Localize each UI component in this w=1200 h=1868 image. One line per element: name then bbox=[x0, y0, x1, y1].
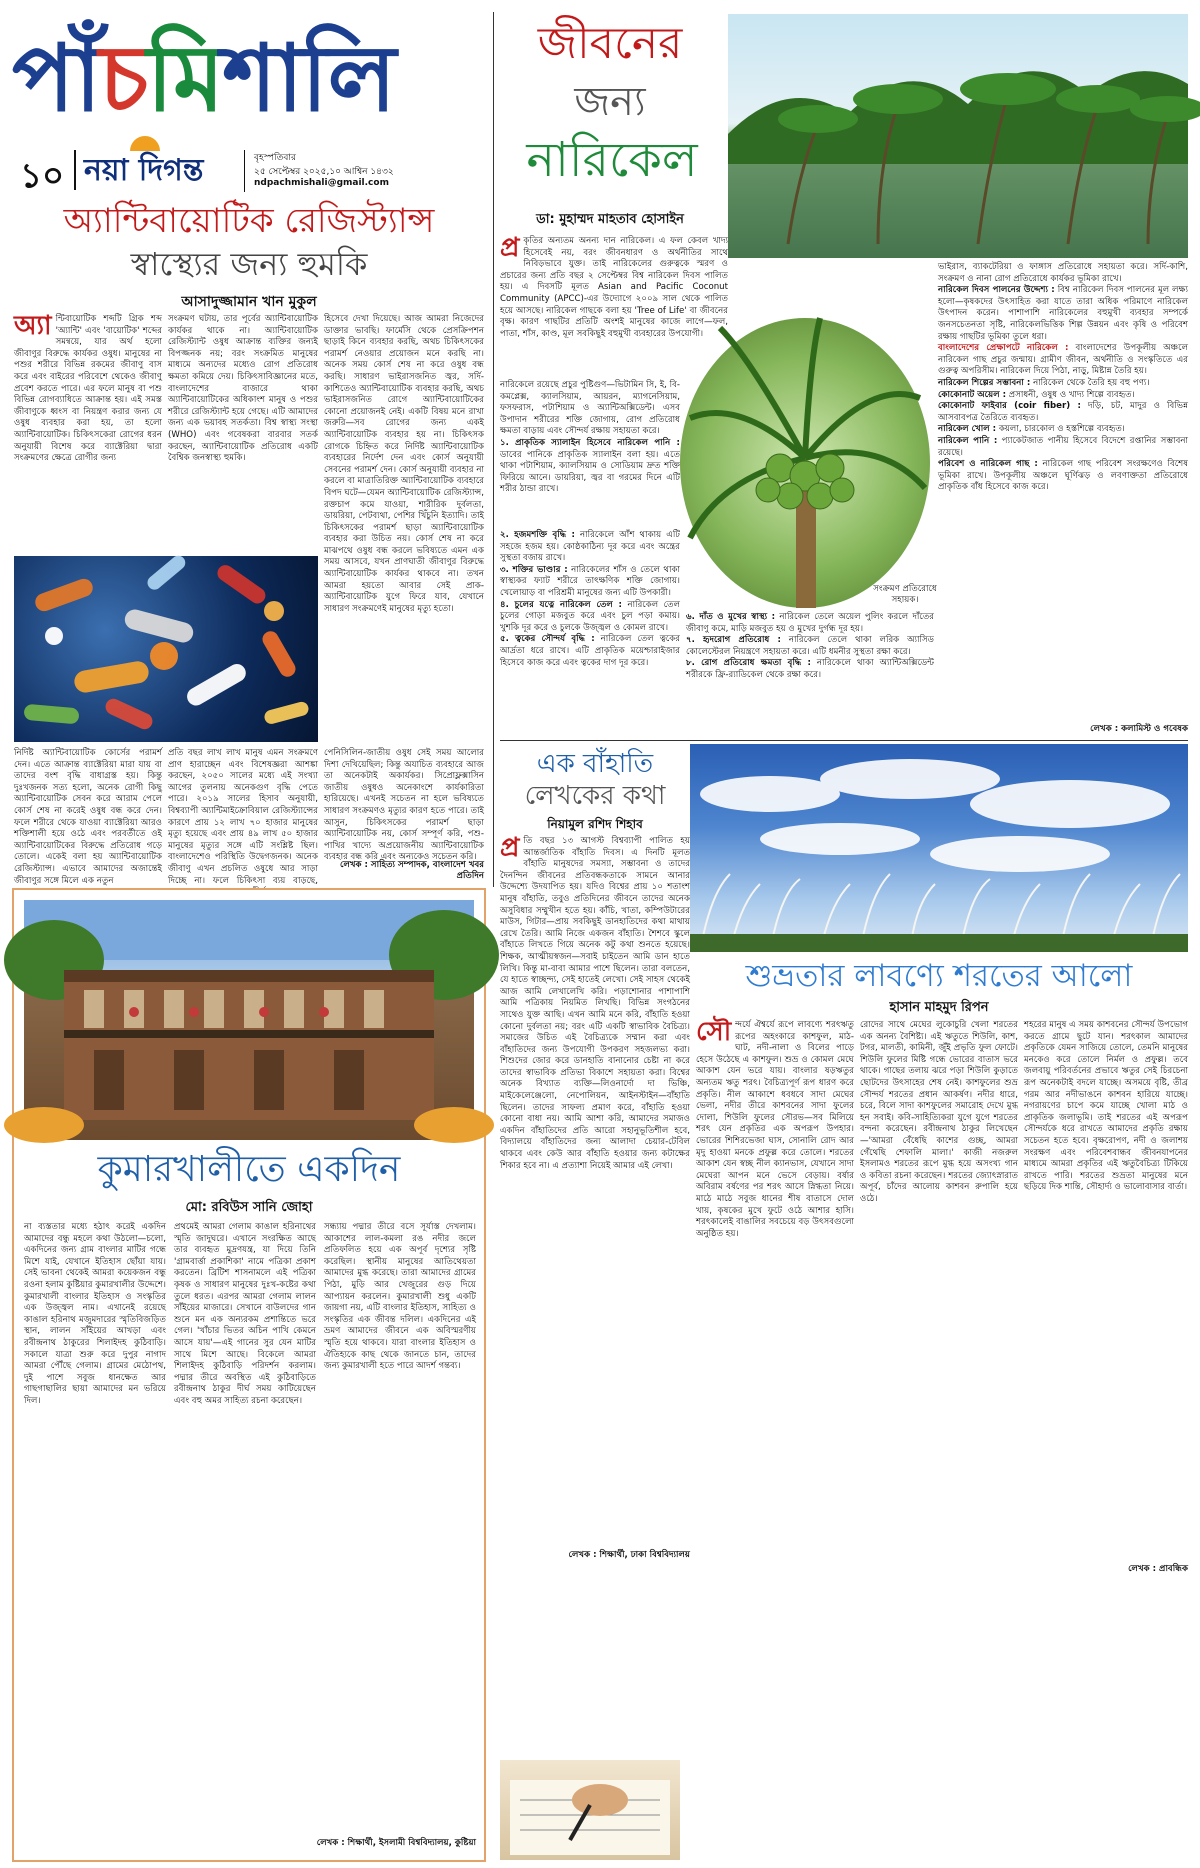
coconut-tree-photo bbox=[680, 318, 930, 608]
headline: অ্যান্টিবায়োটিক রেজিস্ট্যান্স bbox=[63, 201, 435, 241]
text-column: পেনিসিলিন-জাতীয় ওষুধ সেই সময় আলোর দিশা দেখিয়েছিল; কিন্তু অযাচিত ব্যবহারে আজ তা অনেকটাই অকার্যকর। সিপ্রোফ্লক্সাসিন জাতীয় ওষুধও অনেকাংশে কার্যকারিতা হারিয়েছে। এখনই সচেতন না হলে ভবিষ্যতে সাধারণ সংক্রমণও মৃত্যুর কারণ হতে পারে। তাই আসুন, চিকিৎসকের পরামর্শ ছাড়া অ্যান্টিবায়োটিক নয়, কোর্স সম্পূর্ণ করি, পশু-পাখির খাদ্যে অপ্রয়োজনীয় অ্যান্টিবায়োটিক ব্যবহার বন্ধ করি এবং অন্যকেও সচেতন করি। bbox=[324, 748, 484, 863]
text-column: সন্ধ্যায় পদ্মার তীরে বসে সূর্যাস্ত দেখলাম। আকাশের লাল-কমলা রঙ নদীর জলে প্রতিফলিত হয়ে এক অপূর্ব দৃশ্যের সৃষ্টি করেছিল। স্থানীয় মানুষের আতিথেয়তা আমাদের মুগ্ধ করেছে। তারা আমাদের গ্রামের পিঠা, মুড়ি আর খেজুরের গুড় দিয়ে আপ্যায়ন করলেন। কুমারখালী শুধু একটি জায়গা নয়, এটি বাংলার ইতিহাস, সাহিত্য ও সংস্কৃতির এক জীবন্ত দলিল। একদিনের এই ভ্রমণ আমাদের জীবনে এক অবিস্মরণীয় স্মৃতি হয়ে থাকবে। যারা বাংলার ইতিহাস ও ঐতিহ্যকে কাছ থেকে জানতে চান, তাদের জন্য কুমারখালী হতে পারে আদর্শ গন্তব্য। bbox=[324, 1222, 476, 1372]
palm-trees-photo bbox=[728, 14, 1188, 258]
text-column: হিসেবে দেখা দিয়েছে। আজ আমরা নিজেদের ডাক্তার ভাবছি। ফার্মেসি থেকে প্রেসক্রিপশন ছাড়াই কিনে ব্যবহার করছি, অথচ চিকিৎসকের পরামর্শ নেওয়ার প্রয়োজন মনে করছি না। অনেক সময় কোর্স শেষ না করে ওষুধ বন্ধ করছি। সাধারণ ভাইরাসজনিত জ্বর, সর্দি-কাশিতেও অ্যান্টিবায়োটিক ব্যবহার করছি, অথচ ভাইরাসজনিত রোগে অ্যান্টিবায়োটিকের কোনো প্রয়োজনই নেই। একটি বিষয় মনে রাখা জরুরি—সব রোগের জন্য একই অ্যান্টিবায়োটিক ব্যবহার হয় না। চিকিৎসক রোগকে চিহ্নিত করে নির্দিষ্ট অ্যান্টিবায়োটিক ব্যবহারের নির্দেশ দেন এবং কোর্স অনুযায়ী সেবনের পরামর্শ দেন। কোর্স অনুযায়ী ব্যবহার না করলে বা মাত্রাতিরিক্ত অ্যান্টিবায়োটিক ব্যবহারে বিপদ ঘটে—যেমন অ্যান্টিবায়োটিক রেজিস্ট্যান্স, রক্তচাপ কমে যাওয়া, শারীরিক দুর্বলতা, ডায়রিয়া, পেটব্যথা, পেশির খিঁচুনি ইত্যাদি। তাই চিকিৎসকের পরামর্শ ছাড়া অ্যান্টিবায়োটিক ব্যবহার করা উচিত নয়। কোর্স শেষ না করে মাঝপথে ওষুধ বন্ধ করলে ভবিষ্যতে এমন এক সময় আসবে, যখন প্রাণঘাতী জীবাণুর বিরুদ্ধে অ্যান্টিবায়োটিক কার্যকর থাকবে না। তখন আমরা হয়তো আবার সেই প্রাক-অ্যান্টিবায়োটিক যুগে ফিরে যাব, যেখানে সাধারণ সংক্রমণেই মানুষের মৃত্যু হতো। bbox=[324, 314, 485, 614]
caption: সংক্রমণ প্রতিরোধে সহায়ক। bbox=[873, 584, 937, 605]
page-number: ১০ bbox=[20, 156, 65, 196]
masthead-title: পাঁচমিশালি bbox=[12, 24, 395, 132]
sun-icon bbox=[130, 136, 160, 151]
text-column: সৌন্দর্যে ঐশ্বর্যে রূপে লাবণ্যে শরৎঋতু রূপের অহংকারে কাশফুল, মাঠ-ঘাট, নদী-নালা ও বিলের পাড়ে হেসে উঠেছে এ কাশফুল। শুভ্র ও কোমল মেঘে আকাশ যেন ভরে যায়। বাংলার ষড়ঋতুর অন্যতম ঋতু শরৎ। বৈচিত্র্যপূর্ণ রূপ ধারণ করে প্রকৃতি। নীল আকাশে ধবধবে সাদা মেঘের ভেলা, নদীর তীরে কাশবনের সাদা ফুলের দোলা, শিউলি ফুলের সৌরভ—সব মিলিয়ে শরৎ যেন প্রকৃতির এক অপরূপ উপহার। ভোরের শিশিরভেজা ঘাস, সোনালি রোদ আর মৃদু হাওয়া মনকে প্রফুল্ল করে তোলে। শরতের আকাশ যেন স্বচ্ছ নীল ক্যানভাস, যেখানে সাদা মেঘেরা আপন মনে ভেসে বেড়ায়। বর্ষার অবিরাম বর্ষণের পর শরৎ আসে স্নিগ্ধতা নিয়ে। মাঠে মাঠে সবুজ ধানের শীষ বাতাসে দোল খায়, কৃষকের মুখে ফুটে ওঠে আশার হাসি। শরৎকালেই বাঙালির সবচেয়ে বড় উৎসবগুলো অনুষ্ঠিত হয়। bbox=[696, 1017, 854, 1239]
text-column: নারিকেলে রয়েছে প্রচুর পুষ্টিগুণ—ভিটামিন সি, ই, বি-কমপ্লেক্স, ক্যালসিয়াম, আয়রন, ম্যাগনেসিয়াম, ফসফরাস, পটাশিয়াম ও অ্যান্টিঅক্সিডেন্ট। এসব উপাদান শরীরের শক্তি জোগায়, রোগ প্রতিরোধ ক্ষমতা বাড়ায় এবং সৌন্দর্য রক্ষায় সহায়তা করে। ১. প্রাকৃতিক স্যালাইন হিসেবে নারিকেল পানি : ডাবের পানিকে প্রাকৃতিক স্যালাইন বলা হয়। এতে থাকা পটাশিয়াম, ক্যালসিয়াম ও সোডিয়াম দ্রুত শক্তি ফিরিয়ে আনে। ডায়রিয়া, জ্বর বা গরমের দিনে এটি শরীর ঠান্ডা রাখে। bbox=[500, 380, 680, 495]
text-column: অ্যা ন্টিবায়োটিক শব্দটি গ্রিক শব্দ 'অ্যান্টি' এবং 'বায়োটিক' শব্দের সমন্বয়ে, যার অর্থ হলো জীবাণুর বিরুদ্ধে কার্যকর ওষুধ। মানুষের না পশুর শরীরে বিভিন্ন রকমের জীবাণু বাস করে এবং বাইরের পরিবেশে থেকেও জীবাণু প্রবেশ করতে পারে। এর ফলে মানুষ বা পশু বিভিন্ন রোগব্যাধিতে আক্রান্ত হয়। এই সমস্ত জীবাণুকে ধ্বংস বা নিয়ন্ত্রণ করার জন্য যে ওষুধ ব্যবহার করা হয়, তা হলো অ্যান্টিবায়োটিক। চিকিৎসকেরা রোগের ধরন অনুযায়ী বিশেষ করে ব্যাক্টেরিয়া দ্বারা সংক্রমণের ক্ষেত্রে রোগীর জন্য bbox=[14, 311, 162, 464]
issue-day: বৃহস্পতিবার bbox=[254, 153, 296, 163]
text-column: ২. হজমশক্তি বৃদ্ধি : নারিকেলে আঁশ থাকায় এটি সহজে হজম হয়। কোষ্ঠকাঠিন্য দূর করে এবং অন্ত্রের সুস্থতা বজায় রাখে। ৩. শক্তির ভাণ্ডার : নারিকেলের শাঁস ও তেলে থাকা স্বাস্থ্যকর ফ্যাট শরীরে তাৎক্ষণিক শক্তি জোগায়। খেলোয়াড় বা পরিশ্রমী মানুষের জন্য এটি উপকারী। ৪. চুলের যত্নে নারিকেল তেল : নারিকেল তেল চুলের গোড়া মজবুত করে এবং চুল পড়া কমায়। খুশকি দূর করে ও চুলকে উজ্জ্বল ও কোমল রাখে। ৫. ত্বকের সৌন্দর্য বৃদ্ধি : নারিকেল তেল ত্বকের আর্দ্রতা ধরে রাখে। এটি প্রাকৃতিক ময়েশ্চারাইজার হিসেবে কাজ করে এবং ত্বকের দাগ দূর করে। bbox=[500, 530, 681, 668]
subhead: স্বাস্থ্যের জন্য হুমকি bbox=[130, 245, 368, 283]
text-column: শহরের মানুষ এ সময় কাশবনের সৌন্দর্য উপভোগ করতে গ্রামে ছুটে যান। শরৎকাল আমাদের প্রকৃতিকে যেমন সাজিয়ে তোলে, তেমনি মানুষের মনকেও করে তোলে নির্মল ও প্রফুল্ল। তবে জলবায়ু পরিবর্তনের প্রভাবে ঋতুর সেই চিরচেনা রূপ অনেকটাই বদলে যাচ্ছে। অসময়ে বৃষ্টি, তীব্র গরম আর নদীভাঙনে কাশবন হারিয়ে যাচ্ছে। নগরায়ণের চাপে কমে যাচ্ছে খোলা মাঠ ও প্রাকৃতিক জলাভূমি। তাই শরতের এই অপরূপ সৌন্দর্যকে ধরে রাখতে আমাদের প্রকৃতি রক্ষায় সচেতন হতে হবে। বৃক্ষরোপণ, নদী ও জলাশয় সংরক্ষণ এবং পরিবেশবান্ধব জীবনযাপনের মাধ্যমে আমরা প্রকৃতির এই ঋতুবৈচিত্র্য টিকিয়ে রাখতে পারি। শরতের শুভ্রতা মানুষের মনে ছড়িয়ে দিক শান্তি, সৌহার্দ্য ও ভালোবাসার বার্তা। bbox=[1024, 1020, 1188, 1193]
text-column: প্র কৃতির অন্যতম অনন্য দান নারিকেল। এ ফল কেবল খাদ্য হিসেবেই নয়, বরং জীবনধারণ ও অর্থনীতির সাথে নিবিড়ভাবে যুক্ত। তাই নারিকেলের গুরুত্বকে স্মরণ ও প্রচারের জন্য প্রতি বছর ২ সেপ্টেম্বর বিশ্ব নারিকেল দিবস পালিত হয়। এ দিবসটি মূলত Asian and Pacific Coconut Community (APCC)-এর উদ্যোগে ২০০৯ সাল থেকে পালিত হয়ে আসছে। নারিকেল গাছকে বলা হয় 'Tree of Life' বা জীবনের বৃক্ষ। কারণ গাছটির প্রতিটি অংশই মানুষের কাজে লাগে—ফল, পাতা, শাঁস, কাণ্ড, মূল সবকিছুই বহুমুখী ব্যবহারের উপযোগী। bbox=[500, 233, 728, 339]
text-column: ভাইরাস, ব্যাকটেরিয়া ও ফাঙ্গাস প্রতিরোধে সহায়তা করে। সর্দি-কাশি, সংক্রমণ ও নানা রোগ প্রতিরোধে কার্যকর ভূমিকা রাখে। নারিকেল দিবস পালনের উদ্দেশ্য : বিশ্ব নারিকেল দিবস পালনের মূল লক্ষ্য হলো—কৃষকদের উৎসাহিত করা যাতে তারা অধিক পরিমাণে নারিকেল উৎপাদন করেন। পাশাপাশি নারিকেলের বহুমুখী ব্যবহার সম্পর্কে জনসচেতনতা সৃষ্টি, নারিকেলভিত্তিক শিল্প উন্নয়ন এবং কৃষি ও পরিবেশ রক্ষায় গাছটির ভূমিকা তুলে ধরা। বাংলাদেশের প্রেক্ষাপটে নারিকেল : বাংলাদেশের উপকূলীয় অঞ্চলে নারিকেল গাছ প্রচুর জন্মায়। গ্রামীণ জীবন, অর্থনীতি ও সংস্কৃতিতে এর গুরুত্ব অপরিসীম। নারিকেল দিয়ে পিঠা, নাড়ু, মিষ্টান্ন তৈরি হয়। নারিকেল শিল্পের সম্ভাবনা : নারিকেল থেকে তৈরি হয় বহু পণ্য। কোকোনাট অয়েল : প্রসাধনী, ওষুধ ও খাদ্য শিল্পে ব্যবহৃত। কোকোনাট ফাইবার (coir fiber) : দড়ি, চট, মাদুর ও বিভিন্ন আসবাবপত্র তৈরিতে ব্যবহৃত। নারিকেল খোল : কয়লা, চারকোল ও হস্তশিল্পে ব্যবহৃত। নারিকেল পানি : প্যাকেটজাত পানীয় হিসেবে বিদেশে রপ্তানির সম্ভাবনা রয়েছে। পরিবেশ ও নারিকেল গাছ : নারিকেল গাছ পরিবেশ সংরক্ষণেও বিশেষ ভূমিকা রাখে। উপকূলীয় অঞ্চলে ঘূর্ণিঝড় ও লবণাক্ততা প্রতিরোধে প্রাকৃতিক বাঁধ হিসেবে কাজ করে। bbox=[938, 262, 1189, 493]
text-column: নির্দিষ্ট অ্যান্টিবায়োটিক কোর্সের পরামর্শ দেন। এতে আক্রান্ত ব্যাক্টেরিয়া মারা যায় বা তাদের বংশ বৃদ্ধি বাধাগ্রস্ত হয়। কিন্তু দুঃখজনক সত্য হলো, অনেক রোগী কিছু অ্যান্টিবায়োটিক সেবন করে আরাম পেলে কোর্স শেষ না করেই ওষুধ বন্ধ করে দেন। ফলে শরীরে থেকে যাওয়া ব্যাক্টেরিয়া আরও শক্তিশালী হয়ে ওঠে এবং পরবর্তীতে ওই অ্যান্টিবায়োটিকের বিরুদ্ধে প্রতিরোধ গড়ে তোলে। একেই বলা হয় অ্যান্টিবায়োটিক রেজিস্ট্যান্স। এভাবে আমাদের অজান্তেই জীবাণুর সঙ্গে মিলে এক নতুন bbox=[14, 748, 162, 886]
byline: নিয়ামুল রশিদ শিহাব bbox=[547, 817, 643, 831]
text-column: প্রতি বছর লাখ লাখ মানুষ এমন সংক্রমণে প্রাণ হারাচ্ছেন এবং বিশেষজ্ঞরা আশঙ্কা করছেন, ২০৫০ সালের মধ্যে এই সংখ্যা আগের তুলনায় অনেকগুণ বৃদ্ধি পেতে পারে। ২০১৯ সালের হিসাব অনুযায়ী, বিশ্বব্যাপী অ্যান্টিমাইক্রোবিয়াল রেজিস্ট্যান্সের কারণে প্রায় ১২ লাখ ৭০ হাজার মানুষের মৃত্যু হয়েছে এবং প্রায় ৪৯ লাখ ৫০ হাজার মানুষের মৃত্যুর সঙ্গে এটি সংশ্লিষ্ট ছিল। বাংলাদেশেও পরিস্থিতি উদ্বেগজনক। অনেক জীবাণু এখন প্রচলিত ওষুধে আর সাড়া দিচ্ছে না। ফলে চিকিৎসা ব্যয় বাড়ছে, bbox=[168, 748, 318, 886]
footer-credit: লেখক : প্রাবন্ধিক bbox=[1128, 1564, 1188, 1574]
headline: জীবনের bbox=[537, 18, 683, 69]
writing-hand-photo bbox=[500, 1760, 680, 1860]
headline: কুমারখালীতে একদিন bbox=[97, 1149, 401, 1190]
kashful-sky-photo bbox=[690, 744, 1188, 952]
text-column: রোদের সাথে মেঘের লুকোচুরি খেলা শরতের এক অনন্য বৈশিষ্ট্য। এই ঋতুতে শিউলি, কাশ, টগর, মালতী, কামিনী, জুঁই প্রভৃতি ফুল ফোটে। শিউলি ফুলের মিষ্টি গন্ধে ভোরের বাতাস ভরে থাকে। গাছের তলায় ঝরে পড়া শিউলি কুড়াতে ছোটদের উৎসাহের শেষ নেই। কাশফুলের শুভ্র সৌন্দর্য শরতের প্রধান আকর্ষণ। নদীর ধারে, চরে, বিলে সাদা কাশফুলের সমারোহ দেখে মুগ্ধ হন সবাই। কবি-সাহিত্যিকরা যুগে যুগে শরতের বন্দনা করেছেন। রবীন্দ্রনাথ ঠাকুর লিখেছেন—'আমরা বেঁধেছি কাশের গুচ্ছ, আমরা গেঁথেছি শেফালি মালা।' কাজী নজরুল ইসলামও শরতের রূপে মুগ্ধ হয়ে অসংখ্য গান ও কবিতা রচনা করেছেন। শরতের জ্যোৎস্নারাত অপূর্ব, চাঁদের আলোয় কাশবন রুপালি হয়ে ওঠে। bbox=[860, 1020, 1018, 1204]
masthead bbox=[12, 8, 480, 208]
byline: ডা: মুহাম্মদ মাহতাব হোসাইন bbox=[536, 212, 684, 227]
email: ndpachmishali@gmail.com bbox=[254, 178, 389, 188]
issue-date: ২৫ সেপ্টেম্বর ২০২৫,১০ আশ্বিন ১৪৩২ bbox=[254, 167, 394, 177]
text-column: না ব্যস্ততার মধ্যে হঠাৎ করেই একদিন আমাদের বন্ধু মহলে কথা উঠলো—চলো, একদিনের জন্য গ্রাম বাংলার মাটির গন্ধে মিশে যাই, যেখানে ইতিহাস ছোঁয়া যায়। সেই ভাবনা থেকেই আমরা কয়েকজন বন্ধু রওনা হলাম কুষ্টিয়ার কুমারখালীর উদ্দেশে। কুমারখালী বাংলার ইতিহাস ও সংস্কৃতির এক উজ্জ্বল নাম। এখানেই রয়েছে কাঙাল হরিনাথ মজুমদারের স্মৃতিবিজড়িত স্থান, লালন সাঁইয়ের আখড়া এবং রবীন্দ্রনাথ ঠাকুরের শিলাইদহ কুঠিবাড়ি। সকালে যাত্রা শুরু করে দুপুর নাগাদ আমরা পৌঁছে গেলাম। গ্রামের মেঠোপথ, দুই পাশে সবুজ ধানক্ষেত আর গাছগাছালির ছায়া আমাদের মন ভরিয়ে দিল। bbox=[24, 1222, 166, 1406]
byline: আসাদুজ্জামান খান মুকুল bbox=[181, 294, 317, 310]
byline: হাসান মাহমুদ রিপন bbox=[889, 1000, 989, 1015]
byline: মো: রবিউস সানি জোহা bbox=[185, 1200, 313, 1215]
footer-credit: লেখক : শিক্ষার্থী, ইসলামী বিশ্ববিদ্যালয়, কুষ্টিয়া bbox=[316, 1838, 476, 1848]
headline: এক বাঁহাতি bbox=[536, 749, 654, 779]
footer-credit: লেখক : কলামিস্ট ও গবেষক bbox=[1090, 724, 1188, 734]
footer-credit: লেখক : সাহিত্য সম্পাদক, বাংলাদেশ খবর প্রতিদিন bbox=[339, 860, 484, 881]
bacteria-photo bbox=[14, 556, 318, 742]
text-column: প্রথমেই আমরা গেলাম কাঙাল হরিনাথের স্মৃতি জাদুঘরে। এখানে সংরক্ষিত আছে তার ব্যবহৃত মুদ্রণযন্ত্র, যা দিয়ে তিনি 'গ্রামবার্ত্তা প্রকাশিকা' নামে পত্রিকা প্রকাশ করতেন। ব্রিটিশ শাসনামলে এই পত্রিকা কৃষক ও সাধারণ মানুষের দুঃখ-কষ্টের কথা তুলে ধরত। এরপর আমরা গেলাম লালন সাঁইয়ের মাজারে। সেখানে বাউলদের গান শুনে মন এক অন্যরকম প্রশান্তিতে ভরে গেল। 'খাঁচার ভিতর অচিন পাখি কেমনে আসে যায়'—এই গানের সুর যেন মাটির সাথে মিশে আছে। বিকেলে আমরা শিলাইদহ কুঠিবাড়ি পরিদর্শন করলাম। পদ্মার তীরে অবস্থিত এই কুঠিবাড়িতে রবীন্দ্রনাথ ঠাকুর দীর্ঘ সময় কাটিয়েছেন এবং বহু অমর সাহিত্য রচনা করেছেন। bbox=[174, 1222, 316, 1406]
text-column: ৬. দাঁত ও মুখের স্বাস্থ্য : নারিকেল তেলে অয়েল পুলিং করলে দাঁতের জীবাণু কমে, মাড়ি মজবুত হয় ও মুখের দুর্গন্ধ দূর হয়। ৭. হৃদরোগ প্রতিরোধ : নারিকেল তেলে থাকা লরিক অ্যাসিড কোলেস্টেরল নিয়ন্ত্রণে সহায়তা করে। এটি ধমনীর সুস্থতা রক্ষা করে। ৮. রোগ প্রতিরোধ ক্ষমতা বৃদ্ধি : নারিকেলে থাকা অ্যান্টিঅক্সিডেন্ট শরীরকে ফ্রি-র‍্যাডিকেল থেকে রক্ষা করে। bbox=[686, 612, 934, 680]
text-column: প্র তি বছর ১৩ আগস্ট বিশ্বব্যাপী পালিত হয় আন্তর্জাতিক বাঁহাতি দিবস। এ দিনটি মূলত বাঁহাতি মানুষদের সমস্যা, সম্ভাবনা ও তাদের দৈনন্দিন জীবনের প্রতিবন্ধকতাকে সামনে আনার উদ্দেশ্যে উদযাপিত হয়। যদিও বিশ্বের প্রায় ১০ শতাংশ মানুষ বাঁহাতি, তবুও প্রতিদিনের জীবনে তাদের অনেক অসুবিধার সম্মুখীন হতে হয়। কাঁচি, খাতা, কম্পিউটারের মাউস, গিটার—প্রায় সবকিছুই ডানহাতিদের কথা মাথায় রেখে তৈরি। আমি নিজে একজন বাঁহাতি। শৈশবে স্কুলে বাঁহাতে লিখতে গিয়ে অনেক কটু কথা শুনতে হয়েছে। শিক্ষক, আত্মীয়স্বজন—সবাই চাইতেন আমি ডান হাতে লিখি। কিন্তু মা-বাবা আমার পাশে ছিলেন। তারা বলতেন, যে হাতে স্বাচ্ছন্দ্য, সেই হাতেই লেখো। সেই সাহস থেকেই আজ আমি লেখালেখি করি। পড়াশোনার পাশাপাশি আমি পত্রিকায় নিয়মিত লিখছি। বিভিন্ন সংগঠনের সাথেও যুক্ত আছি। এখন আমি মনে করি, বাঁহাতি হওয়া কোনো দুর্বলতা নয়; বরং এটি একটি স্বাভাবিক বৈচিত্র্য। সমাজের উচিত এই বৈচিত্র্যকে সম্মান করা এবং বাঁহাতিদের জন্য উপযোগী উপকরণ সহজলভ্য করা। শিশুদের জোর করে ডানহাতি বানানোর চেষ্টা না করে তাদের স্বাভাবিক প্রতিভা বিকাশে সহায়তা করা। বিশ্বের অনেক বিখ্যাত ব্যক্তি—লিওনার্দো দা ভিঞ্চি, মাইকেলেঞ্জেলো, নেপোলিয়ন, আইনস্টাইন—বাঁহাতি ছিলেন। তাদের সাফল্য প্রমাণ করে, বাঁহাতি হওয়া কোনো বাধা নয়। আমি আশা করি, আমাদের সমাজও একদিন বাঁহাতিদের প্রতি আরো সহানুভূতিশীল হবে, বিদ্যালয়ে বাঁহাতিদের জন্য আলাদা চেয়ার-টেবিল থাকবে এবং কেউ আর বাঁহাতি হওয়ার জন্য কটাক্ষের শিকার হবে না। এ প্রত্যাশা নিয়েই আমার এই লেখা। bbox=[500, 833, 690, 1171]
headline: জন্য bbox=[574, 79, 646, 125]
paper-logo: নয়া দিগন্ত bbox=[84, 153, 204, 188]
heritage-building-photo bbox=[24, 900, 474, 1140]
headline: নারিকেল bbox=[526, 132, 698, 188]
text-column: সংক্রমণ ঘটায়, তার পূর্বের অ্যান্টিবায়োটিক কার্যকর থাকে না। অ্যান্টিবায়োটিক রেজিস্ট্যান্ট ওষুধ আক্রান্ত ব্যক্তির জন্যই বিপজ্জনক নয়; বরং সংক্রমিত মানুষের মাধ্যমে অন্যদের মধ্যেও রোগ প্রতিরোধ ক্ষমতা কমিয়ে দেয়। চিকিৎসাবিজ্ঞানের মতে, বাংলাদেশের বাজারে থাকা অ্যান্টিবায়োটিকের অধিকাংশ মানুষ ও পশুর শরীরে রেজিস্ট্যান্ট হয়ে গেছে। এটি আমাদের জন্য এক ভয়াবহ সতর্কতা। বিশ্ব স্বাস্থ্য সংস্থা (WHO) এবং গবেষকরা বারবার সতর্ক করছেন, অ্যান্টিবায়োটিক প্রতিরোধ একটি বৈশ্বিক জনস্বাস্থ্য হুমকি। bbox=[168, 314, 318, 464]
headline: শুভ্রতার লাবণ্যে শরতের আলো bbox=[745, 958, 1133, 994]
headline: লেখকের কথা bbox=[524, 781, 666, 811]
footer-credit: লেখক : শিক্ষার্থী, ঢাকা বিশ্ববিদ্যালয় bbox=[568, 1550, 690, 1560]
article-kumarkhali bbox=[12, 888, 486, 1862]
